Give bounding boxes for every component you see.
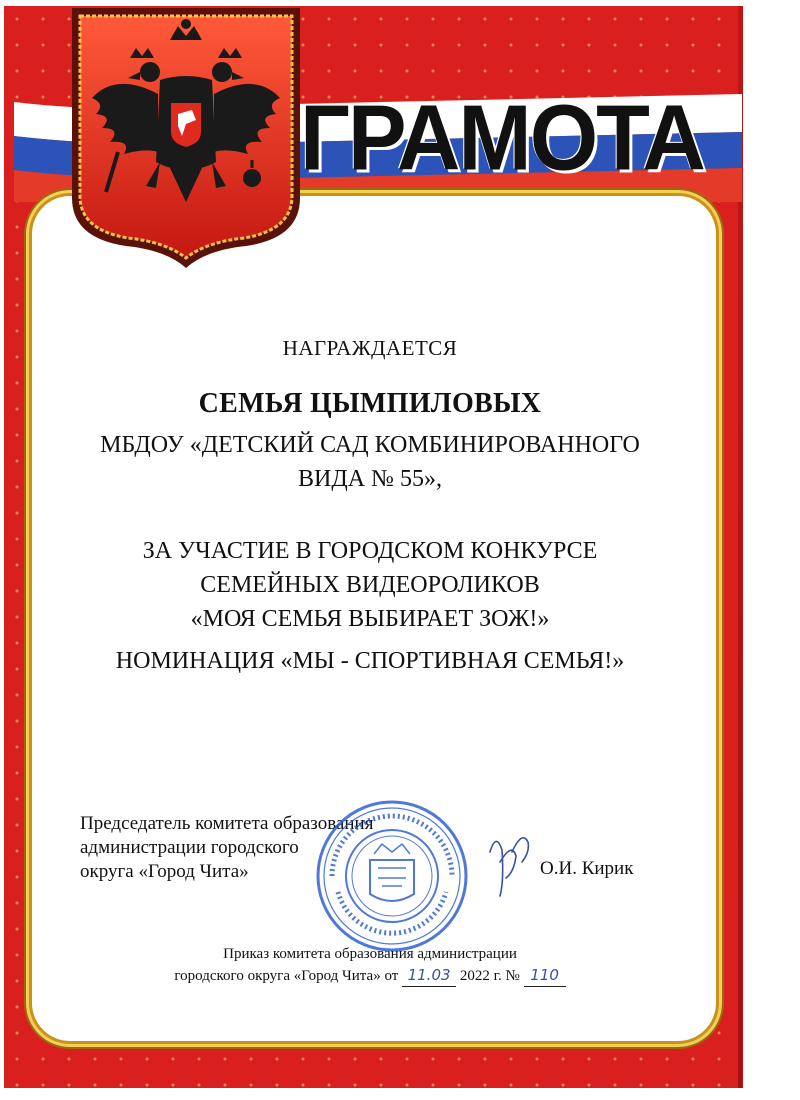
organization-line-1: МБДОУ «ДЕТСКИЙ САД КОМБИНИРОВАННОГО <box>100 432 640 458</box>
awarded-label: НАГРАЖДАЕТСЯ <box>282 336 458 360</box>
order-line-2-prefix: городского округа «Город Чита» от <box>174 968 399 984</box>
recipient-name: СЕМЬЯ ЦЫМПИЛОВЫХ <box>198 388 542 419</box>
reason-line-2: СЕМЕЙНЫХ ВИДЕОРОЛИКОВ <box>200 572 540 598</box>
position-line-1: Председатель комитета образования <box>80 813 374 834</box>
order-reference <box>28 944 712 987</box>
order-line-2 <box>28 965 712 987</box>
order-line-1: Приказ комитета образования администрации <box>223 946 517 962</box>
double-headed-eagle-coat-of-arms-icon <box>66 2 306 270</box>
nomination: НОМИНАЦИЯ «МЫ - СПОРТИВНАЯ СЕМЬЯ!» <box>115 648 625 674</box>
signer-name: О.И. Кирик <box>540 858 634 879</box>
reason-line-3: «МОЯ СЕМЬЯ ВЫБИРАЕТ ЗОЖ!» <box>190 606 550 632</box>
organization <box>28 428 712 496</box>
award-reason <box>28 534 712 636</box>
organization-line-2: ВИДА № 55», <box>298 466 442 492</box>
certificate-title: ГРАМОТА <box>300 85 704 190</box>
handwritten-signature-icon <box>482 822 538 902</box>
reason-line-1: ЗА УЧАСТИЕ В ГОРОДСКОМ КОНКУРСЕ <box>142 538 598 564</box>
round-official-stamp-icon <box>312 796 472 956</box>
order-date-field: 11.03 <box>402 965 456 987</box>
order-number-field: 110 <box>524 965 566 987</box>
position-line-3: округа «Город Чита» <box>80 861 249 882</box>
order-year: 2022 г. № <box>459 968 520 984</box>
position-line-2: администрации городского <box>80 837 299 858</box>
